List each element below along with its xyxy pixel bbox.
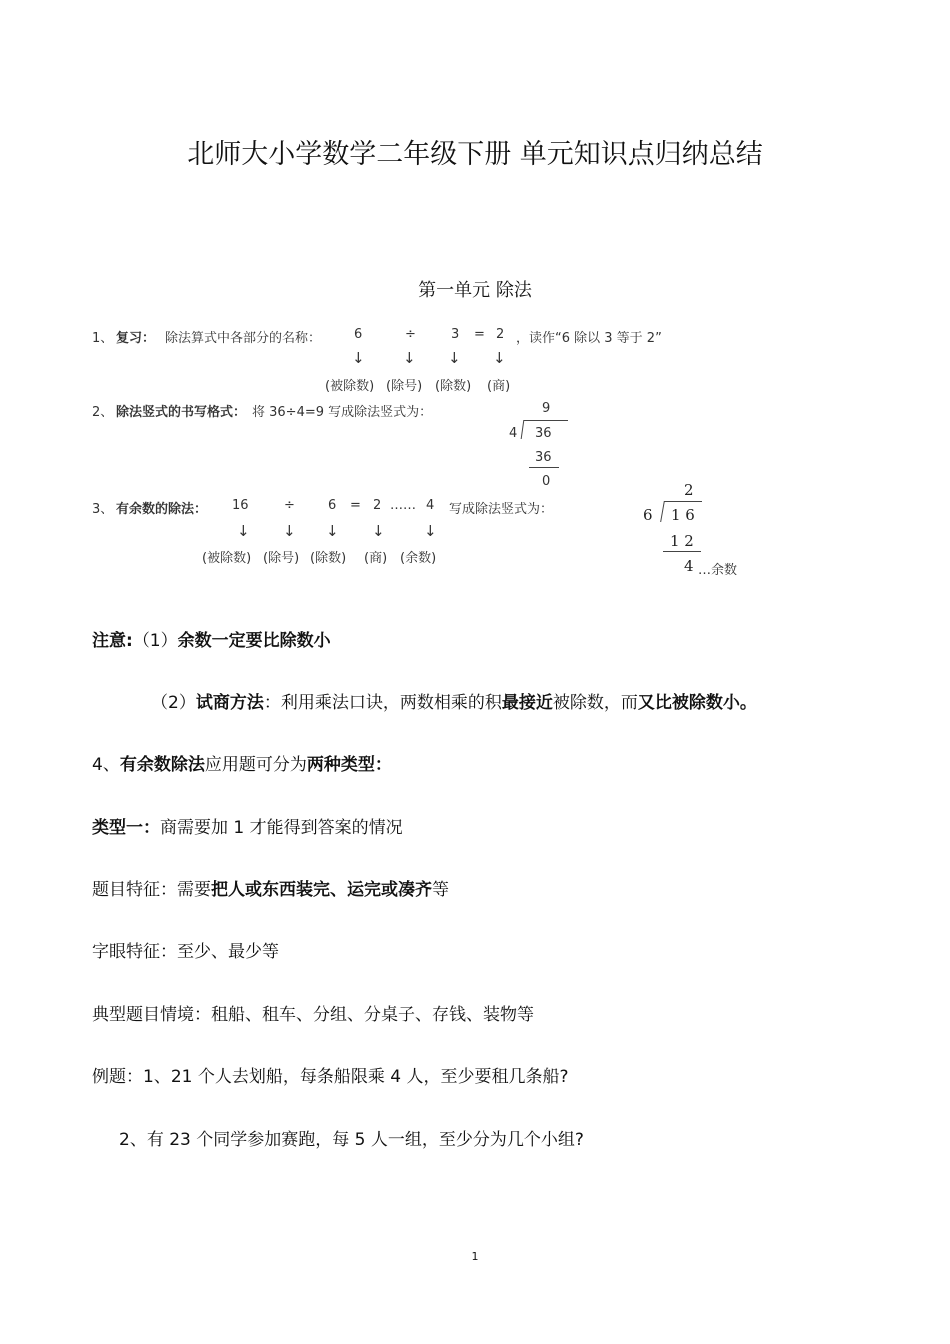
- fig2-text: 将 36÷4=9 写成除法竖式为：: [252, 405, 433, 420]
- note-prefix: 注意:: [92, 631, 133, 651]
- down-arrow-icon: ↓: [424, 522, 437, 540]
- fig1-name-divisor: (除数): [435, 379, 472, 394]
- example-1: 例题：1、21 个人去划船，每条船限乘 4 人，至少要租几条船?: [92, 1067, 569, 1087]
- fig3-eq-ellipsis: ……: [390, 498, 416, 513]
- down-arrow-icon: ↓: [326, 522, 339, 540]
- note2-bold-1: 最接近: [501, 693, 553, 713]
- item4-number: 4、: [92, 755, 120, 775]
- down-arrow-icon: ↓: [372, 522, 385, 540]
- fig1-number: 1、: [92, 331, 114, 346]
- note2-bold-2: 又比被除数小。: [637, 693, 757, 713]
- typical-situations: 典型题目情境：租船、租车、分组、分桌子、存钱、装物等: [92, 1005, 534, 1025]
- fig1-eq-equals: =: [474, 327, 485, 342]
- note-2: [151, 688, 757, 713]
- note2-text-2: 被除数，而: [552, 693, 638, 713]
- fig3-name-dividend: (被除数): [202, 551, 252, 566]
- fig3-eq-remainder: 4: [426, 498, 435, 513]
- question-feature: [92, 875, 449, 900]
- fig1-text: 除法算式中各部分的名称：: [165, 331, 322, 346]
- division-bar: [524, 420, 568, 421]
- fig2-quotient: 9: [542, 401, 551, 416]
- feature-bold: 把人或东西装完、运完或凑齐: [211, 880, 432, 900]
- item4-bold-1: 有余数除法: [119, 755, 205, 775]
- fig3-v-dividend: 1 6: [671, 506, 695, 524]
- fig3-eq-equals: =: [350, 498, 361, 513]
- note2-number: （2）: [151, 693, 196, 713]
- unit-title: 第一单元 除法: [418, 280, 532, 301]
- fig1-eq-dividend: 6: [354, 327, 363, 342]
- item4-text: 应用题可分为: [204, 755, 307, 775]
- fig3-v-quotient: 2: [684, 481, 694, 499]
- page-number: 1: [471, 1250, 479, 1263]
- note1-number: （1）: [132, 631, 178, 651]
- fig3-v-product: 1 2: [670, 532, 694, 550]
- item-4: [92, 750, 392, 775]
- fig1-eq-quotient: 2: [496, 327, 505, 342]
- down-arrow-icon: ↓: [493, 349, 506, 367]
- fig3-label: 有余数的除法：: [116, 502, 208, 517]
- type-1: [92, 813, 403, 838]
- page-title: 北师大小学数学二年级下册 单元知识点归纳总结: [187, 139, 763, 170]
- fig1-eq-divisor: 3: [451, 327, 460, 342]
- fig3-name-divisor: (除数): [310, 551, 347, 566]
- type1-text: 商需要加 1 才能得到答案的情况: [160, 818, 403, 838]
- down-arrow-icon: ↓: [403, 349, 416, 367]
- fig2-product: 36: [535, 450, 552, 465]
- feature-label: 题目特征：需要: [92, 880, 211, 900]
- fig2-divisor: 4: [509, 426, 518, 441]
- note2-label: 试商方法: [195, 693, 264, 713]
- fig3-text: 写成除法竖式为：: [449, 502, 554, 517]
- division-bar: [664, 501, 702, 502]
- fig3-name-quotient: (商): [364, 551, 388, 566]
- item4-bold-2: 两种类型：: [306, 755, 392, 775]
- fig1-eq-sign: ÷: [405, 327, 416, 342]
- feature-suffix: 等: [432, 880, 449, 900]
- example-2: 2、有 23 个同学参加赛跑，每 5 人一组，至少分为几个小组?: [119, 1130, 584, 1150]
- subtraction-line: [663, 551, 701, 552]
- fig1-name-quotient: (商): [487, 379, 511, 394]
- note-1: [92, 626, 331, 651]
- fig3-eq-quotient: 2: [373, 498, 382, 513]
- fig2-label: 除法竖式的书写格式：: [116, 405, 247, 420]
- fig1-reading: ，读作“6 除以 3 等于 2”: [516, 331, 662, 346]
- type1-label: 类型一：: [92, 818, 160, 838]
- fig3-eq-dividend: 16: [232, 498, 249, 513]
- note1-text: 余数一定要比除数小: [177, 631, 331, 651]
- down-arrow-icon: ↓: [352, 349, 365, 367]
- keyword-feature: 字眼特征：至少、最少等: [92, 942, 279, 962]
- fig3-v-remainder: 4: [684, 557, 694, 575]
- fig3-number: 3、: [92, 502, 114, 517]
- note2-text-1: ：利用乘法口诀，两数相乘的积: [263, 693, 502, 713]
- fig3-name-sign: (除号): [263, 551, 300, 566]
- fig2-remainder: 0: [542, 474, 551, 489]
- division-bracket: [521, 420, 525, 439]
- fig3-name-remainder: (余数): [400, 551, 437, 566]
- fig3-v-divisor: 6: [643, 506, 653, 524]
- fig1-name-sign: (除号): [386, 379, 423, 394]
- down-arrow-icon: ↓: [283, 522, 296, 540]
- fig1-label: 复习：: [116, 331, 156, 346]
- fig3-eq-sign: ÷: [284, 498, 295, 513]
- down-arrow-icon: ↓: [448, 349, 461, 367]
- fig1-name-dividend: (被除数): [325, 379, 375, 394]
- fig3-eq-divisor: 6: [328, 498, 337, 513]
- fig3-v-remainder-label: …余数: [698, 563, 738, 578]
- fig2-number: 2、: [92, 405, 114, 420]
- down-arrow-icon: ↓: [237, 522, 250, 540]
- subtraction-line: [529, 467, 559, 468]
- fig2-dividend: 36: [535, 426, 552, 441]
- division-bracket: [660, 501, 665, 522]
